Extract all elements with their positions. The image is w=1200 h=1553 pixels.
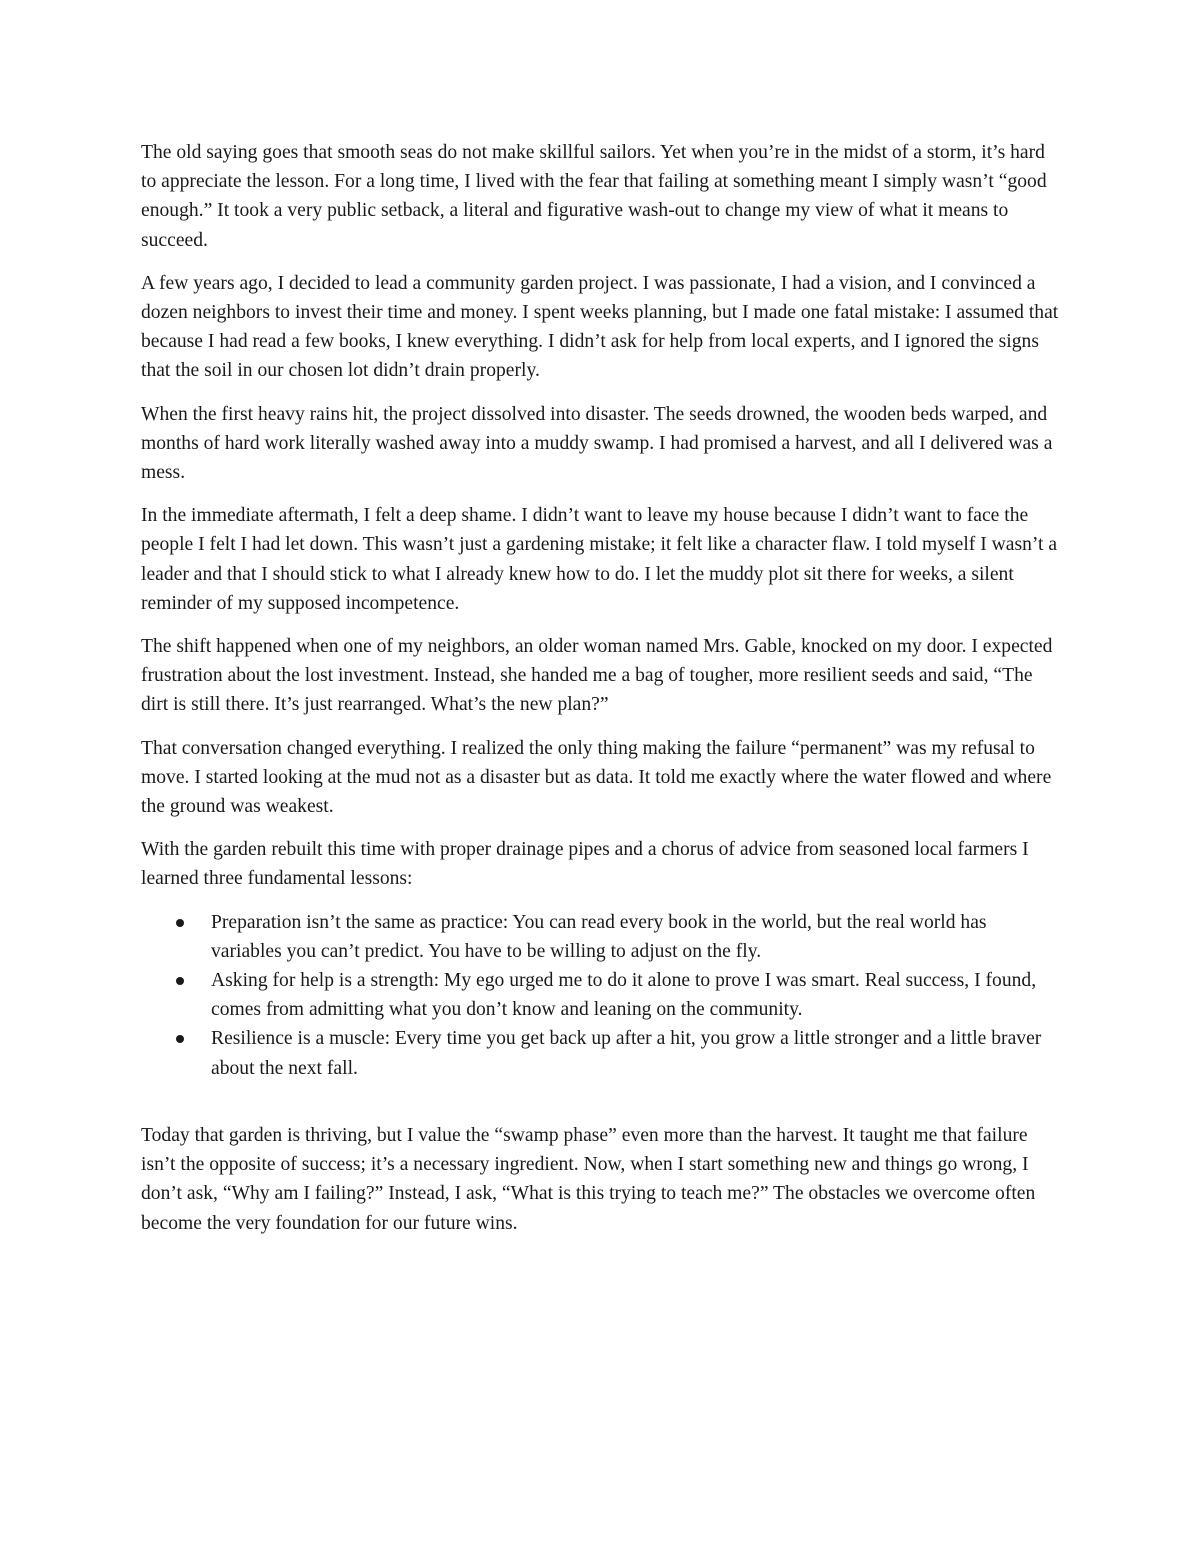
paragraph-intro: The old saying goes that smooth seas do not make skillful sailors. Yet when you’re in the midst of a storm, it’s hard to appreciate the lesson. For a long time, I lived with the fear that failing at something meant I simply wasn’t “good enough.” It took a very public setback, a literal and figurative wash-out to change my view of what it means to succeed. [141, 142, 1047, 251]
lesson-text: Preparation isn’t the same as practice: You can read every book in the world, but the real world has variables you can’t predict. You have to be willing to adjust on the fly. [211, 911, 987, 962]
list-item [211, 1024, 1060, 1082]
bullet-icon [176, 977, 184, 985]
paragraph-garden-project: A few years ago, I decided to lead a community garden project. I was passionate, I had a vision, and I convinced a dozen neighbors to invest their time and money. I spent weeks planning, but I made one fatal mistake: I assumed that because I had read a few books, I knew everything. I didn’t ask for help from local experts, and I ignored the signs that the soil in our chosen lot didn’t drain properly. [141, 272, 1059, 382]
lessons-list [141, 908, 1060, 1083]
lesson-text: Asking for help is a strength: My ego urged me to do it alone to prove I was smart. Real success, I found, comes from admitting what you don’t know and leaning on the community. [211, 970, 1037, 1021]
paragraph-lessons-intro: With the garden rebuilt this time with proper drainage pipes and a chorus of advice from seasoned local farmers I learned three fundamental lessons: [141, 839, 1029, 890]
paragraph-aftermath: In the immediate aftermath, I felt a deep shame. I didn’t want to leave my house because I didn’t want to face the people I felt I had let down. This wasn’t just a gardening mistake; it felt like a character flaw. I told myself I wasn’t a leader and that I should stick to what I already knew how to do. I let the muddy plot sit there for weeks, a silent reminder of my supposed incompetence. [141, 505, 1058, 614]
list-item [211, 966, 1060, 1024]
paragraph-closing: Today that garden is thriving, but I value the “swamp phase” even more than the harvest. It taught me that failure isn’t the opposite of success; it’s a necessary ingredient. Now, when I start something new and things go wrong, I don’t ask, “Why am I failing?” Instead, I ask, “What is this trying to teach me?” The obstacles we overcome often become the very foundation for our future wins. [141, 1124, 1036, 1234]
lesson-text: Resilience is a muscle: Every time you get back up after a hit, you grow a little stronger and a little braver about the next fall. [211, 1028, 1042, 1079]
list-item [211, 908, 1060, 966]
bullet-icon [176, 919, 184, 927]
paragraph-shift: The shift happened when one of my neighbors, an older woman named Mrs. Gable, knocked on my door. I expected frustration about the lost investment. Instead, she handed me a bag of tougher, more resilient seeds and said, “The dirt is still there. It’s just rearranged. What’s the new plan?” [141, 636, 1053, 716]
bullet-icon [176, 1035, 184, 1043]
paragraph-conversation: That conversation changed everything. I realized the only thing making the failure “permanent” was my refusal to move. I started looking at the mud not as a disaster but as data. It told me exactly where the water flowed and where the ground was weakest. [141, 737, 1052, 818]
paragraph-disaster: When the first heavy rains hit, the project dissolved into disaster. The seeds drowned, the wooden beds warped, and months of hard work literally washed away into a muddy swamp. I had promised a harvest, and all I delivered was a mess. [141, 403, 1053, 484]
